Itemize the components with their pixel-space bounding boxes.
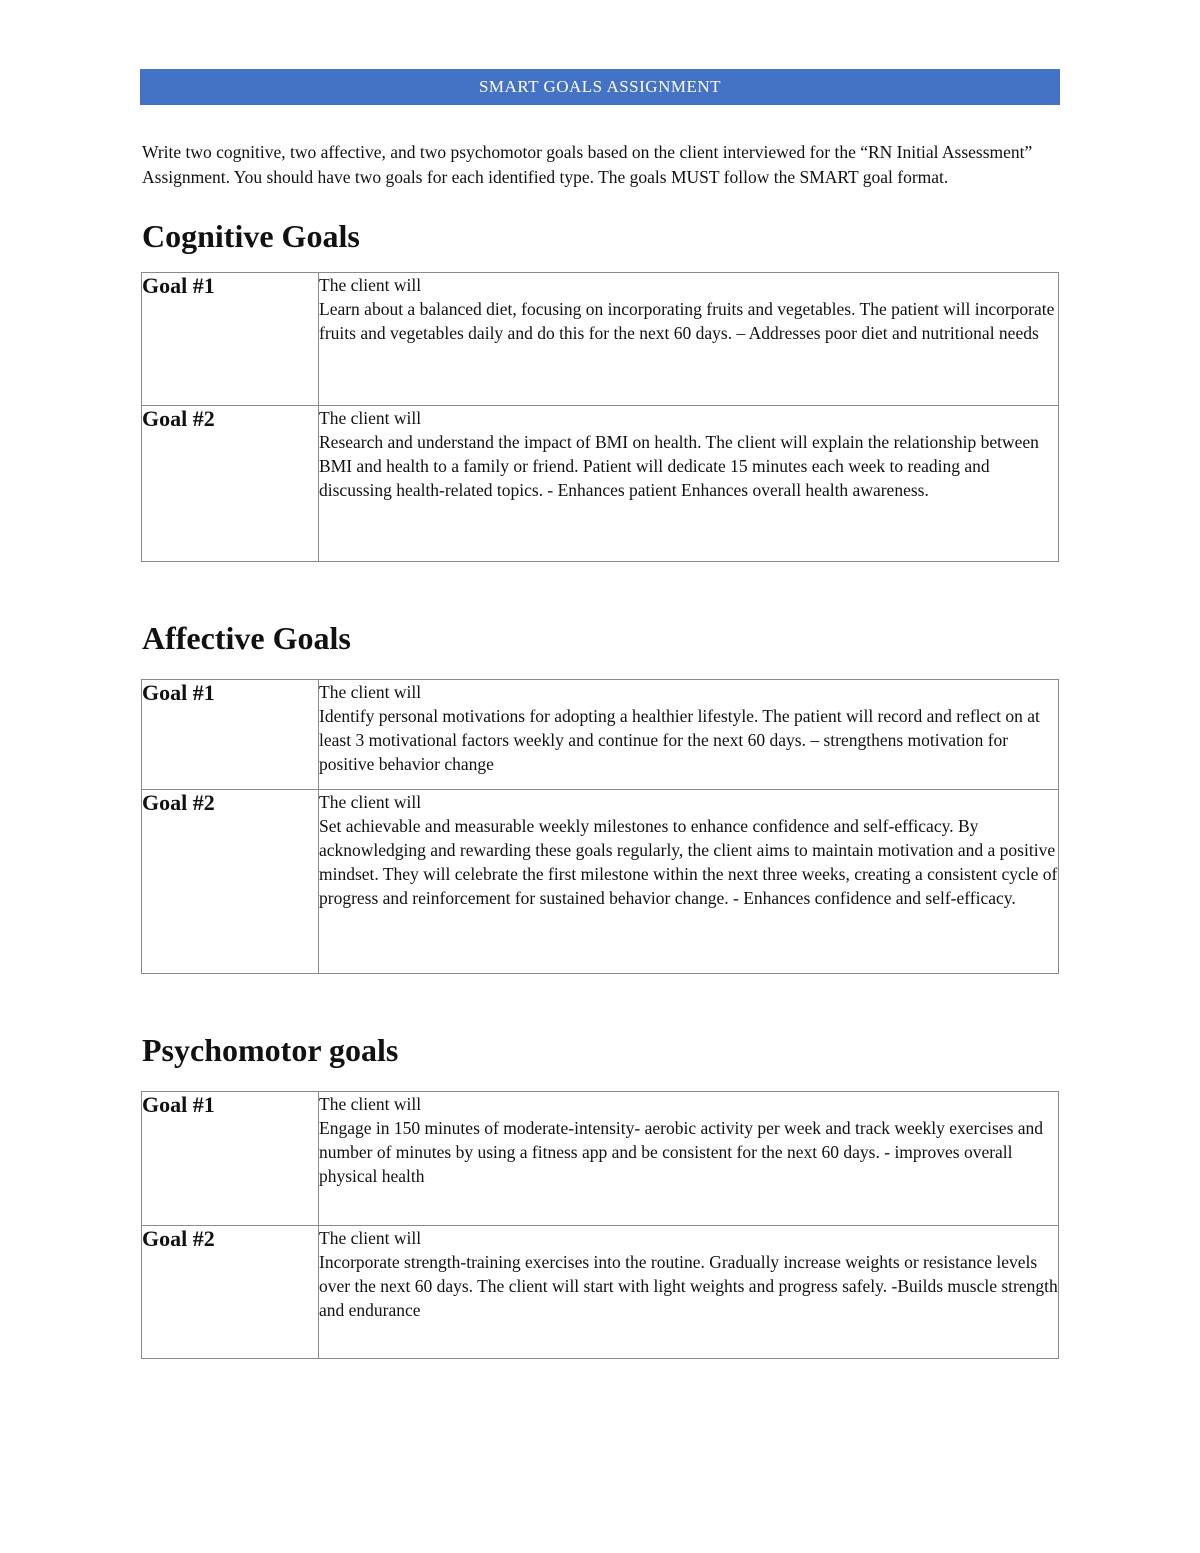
affective-goals-heading: Affective Goals (142, 620, 351, 656)
goal-text: Engage in 150 minutes of moderate-intensity- aerobic activity per week and track weekly exercises and number of minutes by using a fitness app and be consistent for the next 60 days. - improves overall physical health (319, 1118, 1044, 1186)
goal-description (319, 273, 1059, 406)
goal-label: Goal #2 (142, 406, 319, 562)
goal-description (319, 680, 1059, 790)
instructions-text: Write two cognitive, two affective, and two psychomotor goals based on the client interviewed for the “RN Initial Assessment” Assignment. You should have two goals for each identified type. The goals MUST follow the SMART goal format. (142, 142, 1033, 187)
goal-description (319, 1226, 1059, 1359)
goal-lead: The client will (319, 1094, 422, 1114)
document-page (140, 69, 1060, 1359)
cognitive-goals-table (141, 272, 1059, 562)
goal-label: Goal #2 (142, 790, 319, 974)
assignment-title-banner: SMART GOALS ASSIGNMENT (140, 69, 1060, 105)
goal-description (319, 406, 1059, 562)
psychomotor-goals-heading: Psychomotor goals (142, 1032, 399, 1068)
goal-label: Goal #1 (142, 1092, 319, 1226)
cognitive-goals-heading: Cognitive Goals (142, 218, 360, 254)
goal-description (319, 1092, 1059, 1226)
goal-label: Goal #1 (142, 680, 319, 790)
table-row (142, 1226, 1059, 1359)
goal-lead: The client will (319, 408, 422, 428)
affective-goals-table (141, 679, 1059, 974)
goal-text: Incorporate strength-training exercises into the routine. Gradually increase weights or resistance levels over the next 60 days. The client will start with light weights and progress safely. -Builds muscle strength and endurance (319, 1252, 1058, 1320)
goal-text: Learn about a balanced diet, focusing on incorporating fruits and vegetables. The patient will incorporate fruits and vegetables daily and do this for the next 60 days. – Addresses poor diet and nutritional needs (319, 299, 1055, 343)
table-row (142, 790, 1059, 974)
psychomotor-goals-table (141, 1091, 1059, 1359)
goal-lead: The client will (319, 275, 422, 295)
goal-label: Goal #1 (142, 273, 319, 406)
table-row (142, 1092, 1059, 1226)
goal-label: Goal #2 (142, 1226, 319, 1359)
goal-lead: The client will (319, 1228, 422, 1248)
goal-text: Research and understand the impact of BMI on health. The client will explain the relationship between BMI and health to a family or friend. Patient will dedicate 15 minutes each week to reading and discussing health-related topics. - Enhances patient Enhances overall health awareness. (319, 432, 1039, 500)
table-row (142, 680, 1059, 790)
goal-text: Set achievable and measurable weekly milestones to enhance confidence and self-efficacy. By acknowledging and rewarding these goals regularly, the client aims to maintain motivation and a positive mindset. They will celebrate the first milestone within the next three weeks, creating a consistent cycle of progress and reinforcement for sustained behavior change. - Enhances confidence and self-efficacy. (319, 816, 1058, 908)
table-row (142, 273, 1059, 406)
goal-text: Identify personal motivations for adopting a healthier lifestyle. The patient will record and reflect on at least 3 motivational factors weekly and continue for the next 60 days. – strengthens motivation for positive behavior change (319, 706, 1040, 774)
instructions-paragraph (140, 140, 1042, 190)
table-row (142, 406, 1059, 562)
goal-lead: The client will (319, 682, 422, 702)
goal-lead: The client will (319, 792, 422, 812)
goal-description (319, 790, 1059, 974)
